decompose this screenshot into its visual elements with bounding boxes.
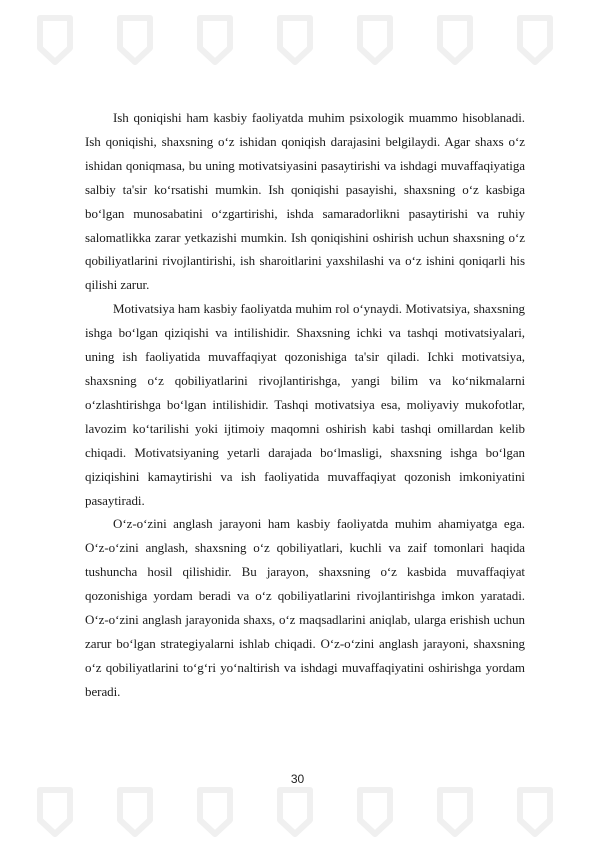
- paragraph-job-satisfaction: Ish qoniqishi ham kasbiy faoliyatda muhim psixologik muammo hisoblanadi. Ish qoniqishi, shaxsning o‘z ishidan qoniqish darajasini belgilaydi. Agar shaxs o‘z ishidan qoniqmasa, bu uning motivatsiyasini pasaytirishi va ishdagi muvaffaqiyatiga salbiy ta'sir ko‘rsatishi mumkin. Ish qoniqishi pasayishi, shaxsning o‘z kasbiga bo‘lgan munosabatini o‘zgartirishi, ishda samaradorlikni pasaytirishi va ruhiy salomatlikka zarar yetkazishi mumkin. Ish qoniqishini oshirish uchun shaxsning o‘z qobiliyatlarini rivojlantirishi, ish sharoitlarini yaxshilashi va o‘z ishini qoniqarli his qilishi zarur.: [85, 110, 525, 293]
- paragraph-self-awareness: O‘z-o‘zini anglash jarayoni ham kasbiy faoliyatda muhim ahamiyatga ega. O‘z-o‘zini anglash, shaxsning o‘z qobiliyatlari, kuchli va zaif tomonlari haqida tushuncha hosil qilishidir. Bu jarayon, shaxsning o‘z kasbida muvaffaqiyat qozonishiga yordam beradi va o‘z qobiliyatlarini rivojlantirishga imkon yaratadi. O‘z-o‘zini anglash jarayonida shaxs, o‘z maqsadlarini aniqlab, ularga erishish uchun zarur bo‘lgan strategiyalarni ishlab chiqadi. O‘z-o‘zini anglash jarayoni, shaxsning o‘z qobiliyatlarini to‘g‘ri yo‘naltirish va ishdagi muvaffaqiyatini oshirishga yordam beradi.: [85, 516, 525, 699]
- paragraph-motivation: Motivatsiya ham kasbiy faoliyatda muhim rol o‘ynaydi. Motivatsiya, shaxsning ishga bo‘lgan qiziqishi va intilishidir. Shaxsning ichki va tashqi motivatsiyalari, uning ish faoliyatida muvaffaqiyat qozonishiga ta'sir qiladi. Ichki motivatsiya, shaxsning o‘z qobiliyatlarini rivojlantirishga, yangi bilim va ko‘nikmalarni o‘zlashtirishga bo‘lgan intilishidir. Tashqi motivatsiya esa, moliyaviy mukofotlar, lavozim ko‘tarilishi yoki ijtimoiy maqomni oshirish kabi tashqi omillardan kelib chiqadi. Motivatsiyaning yetarli darajada bo‘lmasligi, shaxsning ishga bo‘lgan qiziqishini kamaytirishi va ish faoliyatida muvaffaqiyat qozonish imkoniyatini pasaytiradi.: [85, 301, 525, 508]
- document-body: [85, 106, 525, 704]
- page-number: 30: [290, 772, 305, 786]
